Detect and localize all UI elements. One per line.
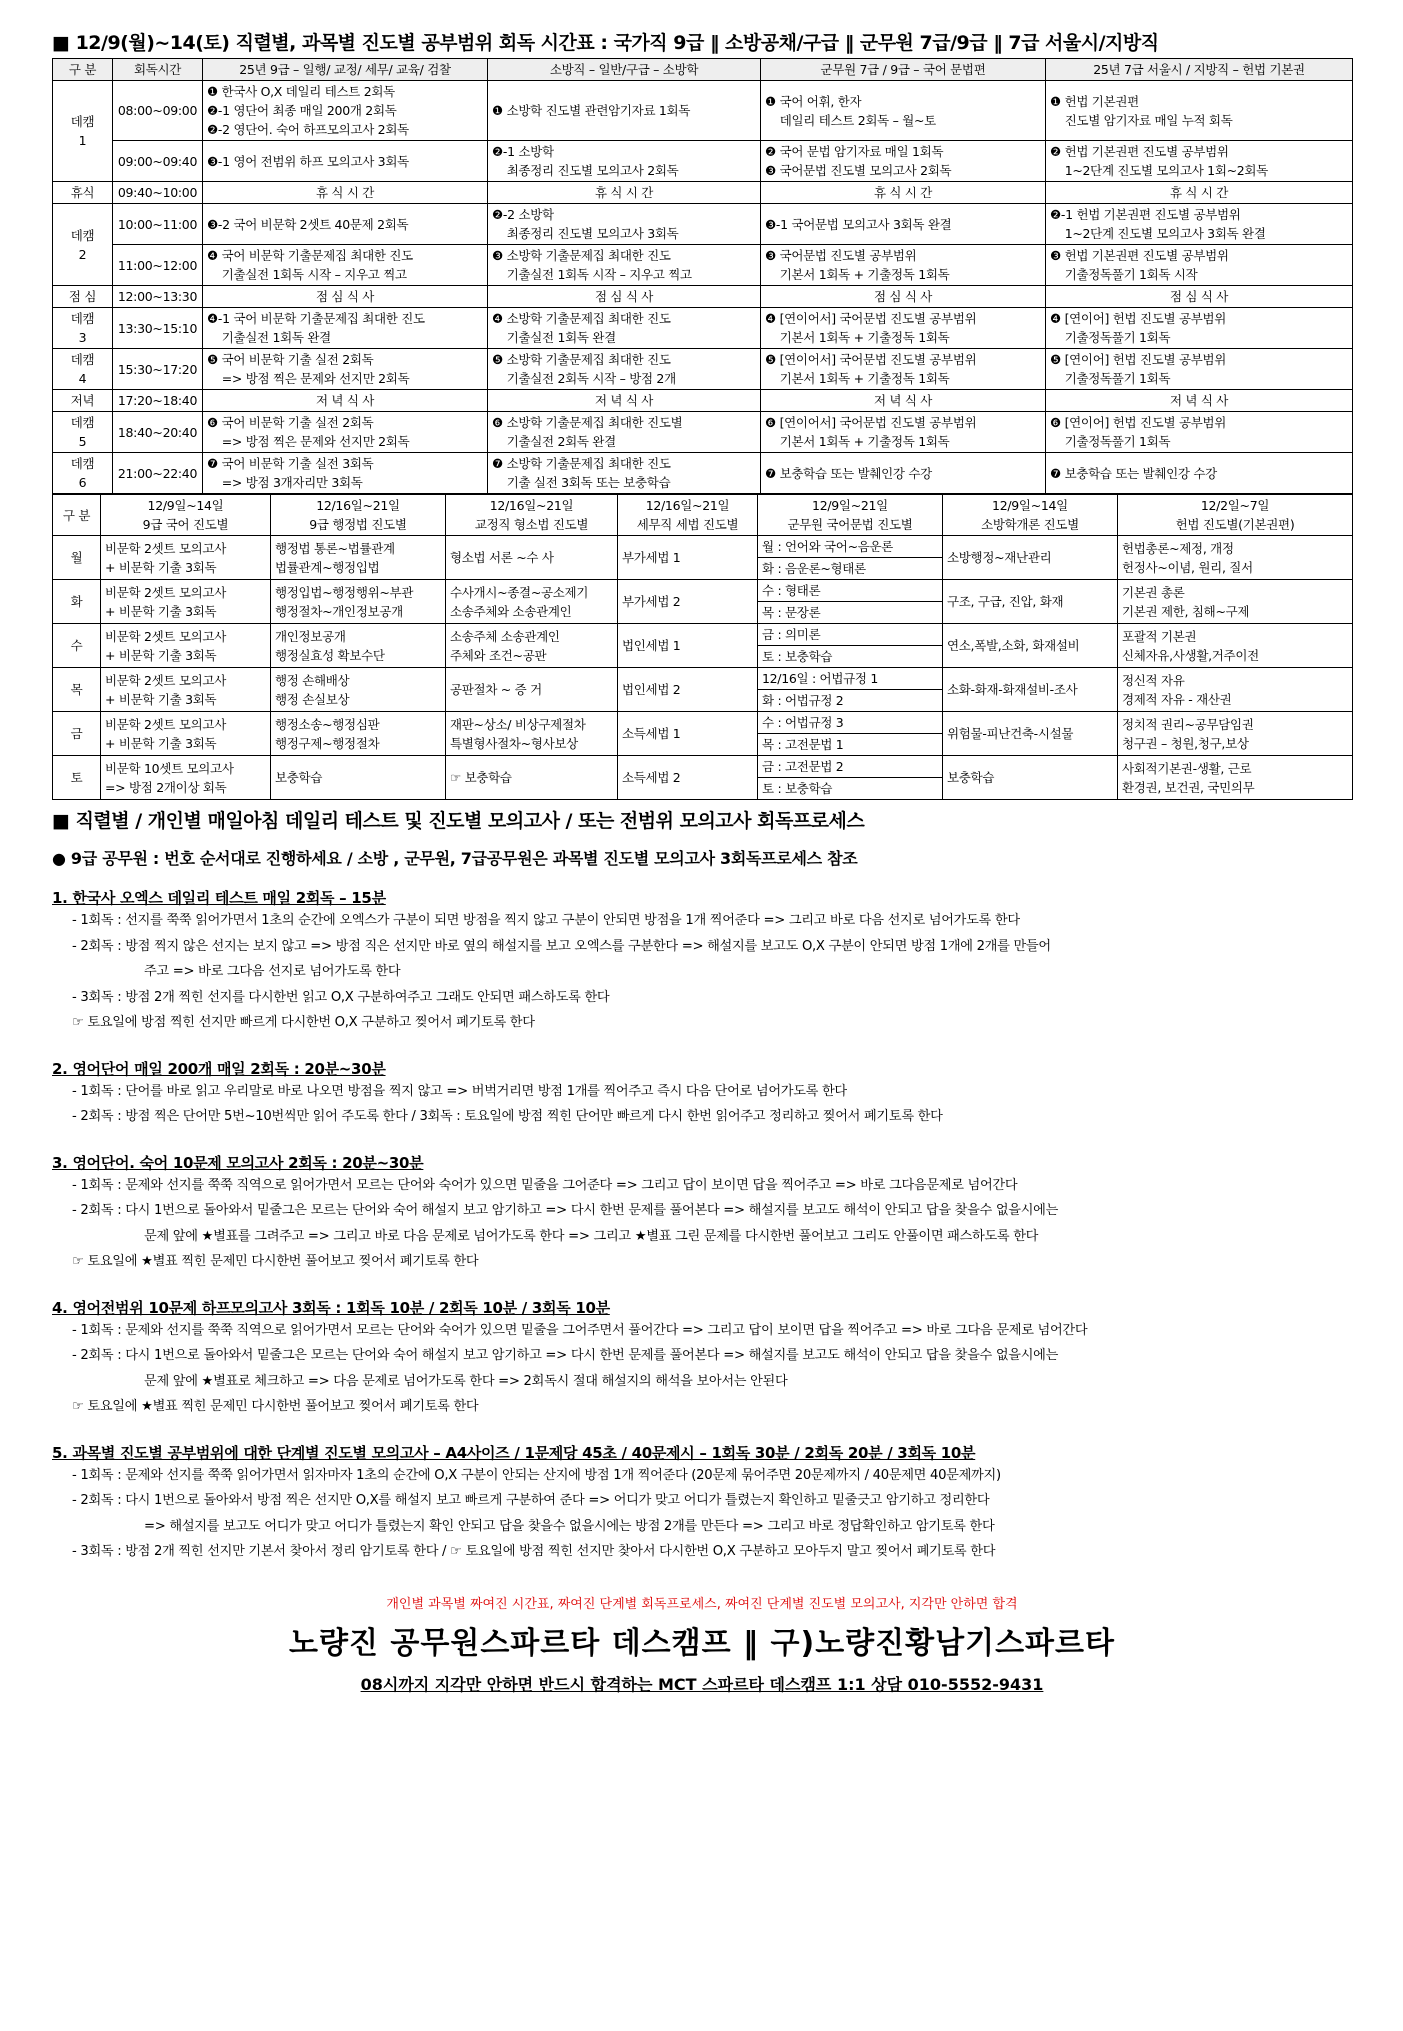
page-title: ■ 12/9(월)~14(토) 직렬별, 과목별 진도별 공부범위 회독 시간표 : 국가직 9급 ‖ 소방공채/구급 ‖ 군무원 7급/9급 ‖ 7급 서울시/지방직 [52,32,1159,54]
schedule-activity-cell: ❹ 국어 비문학 기출문제집 최대한 진도 기출실전 1회독 시작 – 지우고 찍고 [203,245,488,286]
process-block-line: ☞ 토요일에 방점 찍힌 선지만 빠르게 다시한번 O,X 구분하고 찢어서 폐기토록 한다 [72,1015,535,1030]
schedule-row [53,308,1353,349]
process-block-title: 4. 영어전범위 10문제 하프모의고사 3회독 : 1회독 10분 / 2회독 10분 / 3회독 10분 [52,1298,610,1317]
schedule-row [53,182,1353,204]
progress-header-date: 12/16일~21일 [645,498,730,513]
progress-header-date: 12/9일~14일 [992,498,1068,513]
progress-grammar-cell: 수 : 형태론 [758,580,943,602]
schedule-activity-cell: ❺ 소방학 기출문제집 최대한 진도 기출실전 2회독 시작 – 방점 2개 [488,349,761,390]
daily-schedule-table [52,58,1353,494]
progress-fire-cell: 소화-화재-화재설비-조사 [943,668,1118,712]
progress-day-cell: 토 [53,756,101,800]
schedule-group-cell: 데캠 1 [53,81,113,182]
progress-subject-cell: 비문학 2셋트 모의고사 + 비문학 기출 3회독 [101,536,271,580]
schedule-time-cell: 10:00~11:00 [113,204,203,245]
progress-header-date: 12/9일~14일 [147,498,224,513]
schedule-activity-cell: ❼ 국어 비문학 기출 실전 3회독 => 방점 3개자리만 3회독 [203,453,488,494]
progress-header-cell [53,495,101,536]
progress-header-date: 12/16일~21일 [316,498,400,513]
schedule-time-cell: 15:30~17:20 [113,349,203,390]
progress-grammar-cell: 토 : 보충학습 [758,646,943,668]
schedule-activity-cell: ❻ 국어 비문학 기출 실전 2회독 => 방점 찍은 문제와 선지만 2회독 [203,412,488,453]
schedule-activity-cell: ❸ 국어문법 진도별 공부범위 기본서 1회독 + 기출정독 1회독 [761,245,1046,286]
progress-day-cell: 목 [53,668,101,712]
progress-grammar-cell: 목 : 문장론 [758,602,943,624]
progress-grammar-cell: 12/16일 : 어법규정 1 [758,668,943,690]
progress-subject-cell: 비문학 10셋트 모의고사 => 방점 2개이상 회독 [101,756,271,800]
progress-fire-cell: 위험물-피난건축-시설물 [943,712,1118,756]
progress-header-cell [618,495,758,536]
progress-subject-cell: 행정소송~행정심판 행정구제~행정절차 [271,712,446,756]
progress-subject-cell: 수사개시~종결~공소제기 소송주체와 소송관계인 [446,580,618,624]
progress-day-cell: 화 [53,580,101,624]
process-section-title: ■ 직렬별 / 개인별 매일아침 데일리 테스트 및 진도별 모의고사 / 또는 전범위 모의고사 회독프로세스 [52,810,865,832]
process-block-line: - 1회독 : 문제와 선지를 쭉쭉 직역으로 읽어가면서 모르는 단어와 숙어가 있으면 밑줄을 그어주면서 풀어간다 => 그리고 답이 보이면 답을 찍어주고 => 바로 그다음 문제로 넘어간다 [72,1322,1088,1338]
schedule-time-cell: 08:00~09:00 [113,81,203,141]
schedule-row [53,453,1353,494]
schedule-activity-cell: ❻ [연이어서] 국어문법 진도별 공부범위 기본서 1회독 + 기출정독 1회독 [761,412,1046,453]
process-section-subtitle: ● 9급 공무원 : 번호 순서대로 진행하세요 / 소방 , 군무원, 7급공무원은 과목별 진도별 모의고사 3회독프로세스 참조 [52,849,858,868]
schedule-time-cell: 18:40~20:40 [113,412,203,453]
progress-header-subject: 세무직 세법 진도별 [636,517,739,532]
process-blocks [52,887,1352,1565]
progress-law-cell: 정치적 권리~공무담임권 청구권 – 청원,청구,보상 [1118,712,1353,756]
schedule-rest-cell: 휴 식 시 간 [1046,182,1353,204]
process-block-line: ☞ 토요일에 ★별표 찍힌 문제민 다시한번 풀어보고 찢어서 폐기토록 한다 [72,1254,479,1269]
schedule-rest-cell: 휴 식 시 간 [761,182,1046,204]
schedule-rest-cell: 저 녁 식 사 [1046,390,1353,412]
schedule-time-cell: 11:00~12:00 [113,245,203,286]
progress-law-cell: 포괄적 기본권 신체자유,사생활,거주이전 [1118,624,1353,668]
progress-header-subject: 소방학개론 진도별 [981,517,1079,532]
progress-subject-cell: 비문학 2셋트 모의고사 + 비문학 기출 3회독 [101,712,271,756]
process-block-title: 1. 한국사 오엑스 데일리 테스트 매일 2회독 – 15분 [52,889,386,907]
process-block [52,887,1352,1036]
progress-row [53,668,1353,690]
progress-header-date: 12/9일~21일 [812,498,888,513]
schedule-activity-cell: ❸ 헌법 기본권편 진도별 공부범위 기출정독풀기 1회독 시작 [1046,245,1353,286]
schedule-group-cell: 데캠 5 [53,412,113,453]
process-block [52,1442,1352,1565]
schedule-rest-cell: 저 녁 식 사 [488,390,761,412]
progress-header-cell [1118,495,1353,536]
schedule-activity-cell: ❹ 소방학 기출문제집 최대한 진도 기출실전 1회독 완결 [488,308,761,349]
process-block [52,1058,1352,1130]
process-block-line: - 1회독 : 단어를 바로 읽고 우리말로 바로 나오면 방점을 찍지 않고 => 버벅거리면 방점 1개를 찍어주고 즉시 다음 단어로 넘어가도록 한다 [72,1083,847,1099]
process-block-title: 2. 영어단어 매일 200개 매일 2회독 : 20분~30분 [52,1059,386,1078]
progress-subject-cell: 형소법 서론 ~수 사 [446,536,618,580]
progress-header-date: 12/16일~21일 [489,498,574,513]
progress-subject-cell: 소득세법 2 [618,756,758,800]
progress-day-cell: 금 [53,712,101,756]
process-block-line: - 2회독 : 다시 1번으로 돌아와서 방점 찍은 선지만 O,X를 해설지 보고 빠르게 구분하여 준다 => 어디가 맞고 어디가 틀렸는지 확인하고 밑줄긋고 암기하고 정리한다 [72,1493,990,1508]
process-block-line: 주고 => 바로 그다음 선지로 넘어가도록 한다 [144,964,401,979]
schedule-activity-cell: ❻ 소방학 기출문제집 최대한 진도별 기출실전 2회독 완결 [488,412,761,453]
schedule-rest-cell: 점 심 식 사 [488,286,761,308]
schedule-activity-cell: ❼ 보충학습 또는 발췌인강 수강 [1046,453,1353,494]
schedule-activity-cell: ❹ [연이어서] 국어문법 진도별 공부범위 기본서 1회독 + 기출정독 1회독 [761,308,1046,349]
schedule-activity-cell: ❷ 헌법 기본권편 진도별 공부범위 1~2단계 진도별 모의고사 1회~2회독 [1046,141,1353,182]
process-block-line: - 3회독 : 방점 2개 찍힌 선지만 기본서 찾아서 정리 암기토록 한다 / ☞ 토요일에 방점 찍힌 선지만 찾아서 다시한번 O,X 구분하고 모아두지 말고 찢어서 폐기토록 한다 [72,1544,996,1559]
process-block-title: 5. 과목별 진도별 공부범위에 대한 단계별 진도별 모의고사 – A4사이즈 / 1문제당 45초 / 40문제시 – 1회독 30분 / 2회독 20분 / 3회독 10분 [52,1443,976,1462]
process-block-line: - 2회독 : 다시 1번으로 돌아와서 밑줄그은 모르는 단어와 숙어 해설지 보고 암기하고 => 다시 한번 문제를 풀어본다 => 해설지를 보고도 해석이 안되고 답을 찾을수 없을시에는 [72,1348,1059,1363]
progress-subject-cell: 행정법 통론~법률관계 법률관계~행정입법 [271,536,446,580]
progress-grammar-cell: 토 : 보충학습 [758,778,943,800]
schedule-group-cell: 점 심 [53,286,113,308]
progress-subject-cell: 비문학 2셋트 모의고사 + 비문학 기출 3회독 [101,624,271,668]
schedule-activity-cell: ❸-1 국어문법 모의고사 3회독 완결 [761,204,1046,245]
progress-header-subject: 9급 국어 진도별 [142,517,229,532]
schedule-time-cell: 13:30~15:10 [113,308,203,349]
progress-subject-cell: 재판~상소/ 비상구제절차 특별형사절차~형사보상 [446,712,618,756]
schedule-activity-cell: ❸-2 국어 비문학 2셋트 40문제 2회독 [203,204,488,245]
progress-subject-cell: 비문학 2셋트 모의고사 + 비문학 기출 3회독 [101,668,271,712]
schedule-row [53,349,1353,390]
process-block-line: 문제 앞에 ★별표를 그려주고 => 그리고 바로 다음 문제로 넘어가도록 한다 => 그리고 ★별표 그린 문제를 다시한번 풀어보고 그리도 안풀이면 패스하도록 한다 [144,1228,1039,1244]
progress-header-subject: 9급 행정법 진도별 [309,517,407,532]
footer-slogan: 개인별 과목별 짜여진 시간표, 짜여진 단계별 회독프로세스, 짜여진 단계별 진도별 모의고사, 지각만 안하면 합격 [386,1596,1018,1612]
process-block-line: - 3회독 : 방점 2개 찍힌 선지를 다시한번 읽고 O,X 구분하여주고 그래도 안되면 패스하도록 한다 [72,989,610,1005]
schedule-activity-cell: ❸-1 영어 전범위 하프 모의고사 3회독 [203,141,488,182]
process-block-line: - 2회독 : 방점 찍지 않은 선지는 보지 않고 => 방점 직은 선지만 바로 옆의 해설지를 보고 오엑스를 구분한다 => 해설지를 보고도 O,X 구분이 안되면 방점 1개에 2개를 만들어 [72,938,1051,954]
schedule-activity-cell: ❺ 국어 비문학 기출 실전 2회독 => 방점 찍은 문제와 선지만 2회독 [203,349,488,390]
footer-contact: 08시까지 지각만 안하면 반드시 합격하는 MCT 스파르타 데스캠프 1:1 상담 010-5552-9431 [360,1674,1044,1694]
progress-fire-cell: 연소,폭발,소화, 화재설비 [943,624,1118,668]
progress-day-cell: 월 [53,536,101,580]
weekly-progress-table [52,494,1353,800]
process-block-line: - 1회독 : 선지를 쭉쭉 읽어가면서 1초의 순간에 오엑스가 구분이 되면 방점을 찍지 않고 구분이 안되면 방점을 1개 찍어준다 => 그리고 바로 다음 선지로 넘어가도록 한다 [72,913,1020,928]
progress-header-cell [101,495,271,536]
progress-subject-cell: 개인정보공개 행정실효성 확보수단 [271,624,446,668]
schedule-activity-cell: ❹ [연이어] 헌법 진도별 공부범위 기출정독풀기 1회독 [1046,308,1353,349]
page [52,28,1352,1695]
process-block-line: - 2회독 : 다시 1번으로 돌아와서 밑줄그은 모르는 단어와 숙어 해설지 보고 암기하고 => 다시 한번 문제를 풀어본다 => 해설지를 보고도 해석이 안되고 답을 찾을수 없을시에는 [72,1203,1059,1218]
progress-grammar-cell: 화 : 어법규정 2 [758,690,943,712]
schedule-activity-cell: ❶ 소방학 진도별 관련암기자료 1회독 [488,81,761,141]
progress-law-cell: 정신적 자유 경제적 자유 - 재산권 [1118,668,1353,712]
schedule-activity-cell: ❺ [연이어서] 국어문법 진도별 공부범위 기본서 1회독 + 기출정독 1회독 [761,349,1046,390]
schedule-row [53,141,1353,182]
progress-header-subject: 헌법 진도별(기본권편) [1175,517,1295,532]
process-block-line: - 1회독 : 문제와 선지를 쭉쭉 직역으로 읽어가면서 모르는 단어와 숙어가 있으면 밑줄을 그어준다 => 그리고 답이 보이면 답을 찍어주고 => 바로 그다음문제로 넘어간다 [72,1177,1018,1193]
schedule-group-cell: 데캠 3 [53,308,113,349]
schedule-group-cell: 휴식 [53,182,113,204]
process-block-line: ☞ 토요일에 ★별표 찍힌 문제민 다시한번 풀어보고 찢어서 폐기토록 한다 [72,1399,479,1414]
progress-subject-cell: 법인세법 2 [618,668,758,712]
process-block [52,1152,1352,1275]
schedule-rest-cell: 점 심 식 사 [761,286,1046,308]
schedule-header-cell: 25년 7급 서울시 / 지방직 – 헌법 기본권 [1046,59,1353,81]
progress-header-cell [271,495,446,536]
progress-grammar-cell: 금 : 고전문법 2 [758,756,943,778]
progress-law-cell: 헌법총론~제정, 개정 헌정사~이념, 원리, 질서 [1118,536,1353,580]
progress-subject-cell: 부가세법 1 [618,536,758,580]
progress-day-cell: 수 [53,624,101,668]
schedule-group-cell: 데캠 6 [53,453,113,494]
process-block-title: 3. 영어단어. 숙어 10문제 모의고사 2회독 : 20분~30분 [52,1153,424,1172]
schedule-row [53,245,1353,286]
schedule-row [53,412,1353,453]
progress-law-cell: 사회적기본권-생활, 근로 환경권, 보건권, 국민의무 [1118,756,1353,800]
progress-grammar-cell: 수 : 어법규정 3 [758,712,943,734]
schedule-activity-cell: ❷ 국어 문법 암기자료 매일 1회독 ❸ 국어문법 진도별 모의고사 2회독 [761,141,1046,182]
schedule-activity-cell: ❷-2 소방학 최종정리 진도별 모의고사 3회독 [488,204,761,245]
progress-subject-cell: 비문학 2셋트 모의고사 + 비문학 기출 3회독 [101,580,271,624]
progress-header-cell [446,495,618,536]
schedule-rest-cell: 저 녁 식 사 [761,390,1046,412]
process-block-line: - 2회독 : 방점 찍은 단어만 5번~10번씩만 읽어 주도록 한다 / 3회독 : 토요일에 방점 찍힌 단어만 빠르게 다시 한번 읽어주고 정리하고 찢어서 폐기토록 한다 [72,1109,943,1124]
progress-row [53,756,1353,778]
schedule-activity-cell: ❶ 헌법 기본권편 진도별 암기자료 매일 누적 회독 [1046,81,1353,141]
progress-header-date: 12/2일~7일 [1200,498,1270,513]
progress-header-subject: 교정직 형소법 진도별 [474,517,589,532]
progress-subject-cell: ☞ 보충학습 [446,756,618,800]
schedule-activity-cell: ❼ 보충학습 또는 발췌인강 수강 [761,453,1046,494]
schedule-row [53,204,1353,245]
schedule-activity-cell: ❻ [연이어] 헌법 진도별 공부범위 기출정독풀기 1회독 [1046,412,1353,453]
schedule-header-cell: 구 분 [53,59,113,81]
schedule-header-cell: 회독시간 [113,59,203,81]
progress-law-cell: 기본권 총론 기본권 제한, 침해~구제 [1118,580,1353,624]
progress-subject-cell: 보충학습 [271,756,446,800]
progress-row [53,712,1353,734]
process-block-line: 문제 앞에 ★별표로 체크하고 => 다음 문제로 넘어가도록 한다 => 2회독시 절대 해설지의 해석을 보아서는 안된다 [144,1373,788,1389]
progress-header-cell [943,495,1118,536]
schedule-activity-cell: ❼ 소방학 기출문제집 최대한 진도 기출 실전 3회독 또는 보충학습 [488,453,761,494]
progress-grammar-cell: 금 : 의미론 [758,624,943,646]
progress-header-cell [758,495,943,536]
schedule-activity-cell: ❶ 한국사 O,X 데일리 테스트 2회독 ❷-1 영단어 최종 매일 200개 2회독 ❷-2 영단어. 숙어 하프모의고사 2회독 [203,81,488,141]
schedule-row [53,286,1353,308]
schedule-group-cell: 저녁 [53,390,113,412]
progress-fire-cell: 구조, 구급, 진압, 화재 [943,580,1118,624]
footer-brand: 노량진 공무원스파르타 데스캠프 ‖ 구)노량진황남기스파르타 [289,1625,1115,1661]
process-block [52,1297,1352,1420]
schedule-row [53,390,1353,412]
progress-grammar-cell: 월 : 언어와 국어~음운론 [758,536,943,558]
progress-subject-cell: 공판절차 ~ 증 거 [446,668,618,712]
schedule-time-cell: 09:00~09:40 [113,141,203,182]
progress-subject-cell: 부가세법 2 [618,580,758,624]
schedule-rest-cell: 저 녁 식 사 [203,390,488,412]
schedule-time-cell: 21:00~22:40 [113,453,203,494]
schedule-group-cell: 데캠 4 [53,349,113,390]
schedule-rest-cell: 휴 식 시 간 [203,182,488,204]
schedule-activity-cell: ❹-1 국어 비문학 기출문제집 최대한 진도 기출실전 1회독 완결 [203,308,488,349]
schedule-activity-cell: ❷-1 소방학 최종정리 진도별 모의고사 2회독 [488,141,761,182]
progress-grammar-cell: 목 : 고전문법 1 [758,734,943,756]
progress-subject-cell: 행정입법~행정행위~부관 행정절차~개인정보공개 [271,580,446,624]
schedule-time-cell: 12:00~13:30 [113,286,203,308]
schedule-header-cell: 군무원 7급 / 9급 – 국어 문법편 [761,59,1046,81]
progress-subject-cell: 소송주체 소송관계인 주체와 조건~공판 [446,624,618,668]
progress-header-subject: 군무원 국어문법 진도별 [787,517,913,532]
schedule-group-cell: 데캠 2 [53,204,113,286]
progress-subject-cell: 행정 손해배상 행정 손실보상 [271,668,446,712]
progress-fire-cell: 보충학습 [943,756,1118,800]
schedule-time-cell: 17:20~18:40 [113,390,203,412]
schedule-activity-cell: ❶ 국어 어휘, 한자 데일리 테스트 2회독 – 월~토 [761,81,1046,141]
schedule-header-cell: 소방직 – 일반/구급 – 소방학 [488,59,761,81]
progress-row [53,624,1353,646]
progress-subject-cell: 법인세법 1 [618,624,758,668]
schedule-activity-cell: ❺ [연이어] 헌법 진도별 공부범위 기출정독풀기 1회독 [1046,349,1353,390]
process-block-line: - 1회독 : 문제와 선지를 쭉쭉 읽어가면서 읽자마자 1초의 순간에 O,X 구분이 안되는 산지에 방점 1개 찍어준다 (20문제 묶어주면 20문제까지 / 40문제면 40문제까지) [72,1467,1001,1483]
schedule-activity-cell: ❷-1 헌법 기본권편 진도별 공부범위 1~2단계 진도별 모의고사 3회독 완결 [1046,204,1353,245]
process-block-line: => 해설지를 보고도 어디가 맞고 어디가 틀렸는지 확인 안되고 답을 찾을수 없을시에는 방점 2개를 만든다 => 그리고 바로 정답확인하고 암기토록 한다 [144,1518,995,1534]
schedule-rest-cell: 휴 식 시 간 [488,182,761,204]
schedule-time-cell: 09:40~10:00 [113,182,203,204]
progress-grammar-cell: 화 : 음운론~형태론 [758,558,943,580]
schedule-row [53,81,1353,141]
schedule-header-cell: 25년 9급 – 일행/ 교정/ 세무/ 교육/ 검찰 [203,59,488,81]
progress-row [53,536,1353,558]
progress-fire-cell: 소방행정~재난관리 [943,536,1118,580]
progress-row [53,580,1353,602]
progress-subject-cell: 소득세법 1 [618,712,758,756]
schedule-activity-cell: ❸ 소방학 기출문제집 최대한 진도 기출실전 1회독 시작 – 지우고 찍고 [488,245,761,286]
schedule-rest-cell: 점 심 식 사 [203,286,488,308]
progress-header-date: 구 분 [62,507,91,523]
schedule-rest-cell: 점 심 식 사 [1046,286,1353,308]
